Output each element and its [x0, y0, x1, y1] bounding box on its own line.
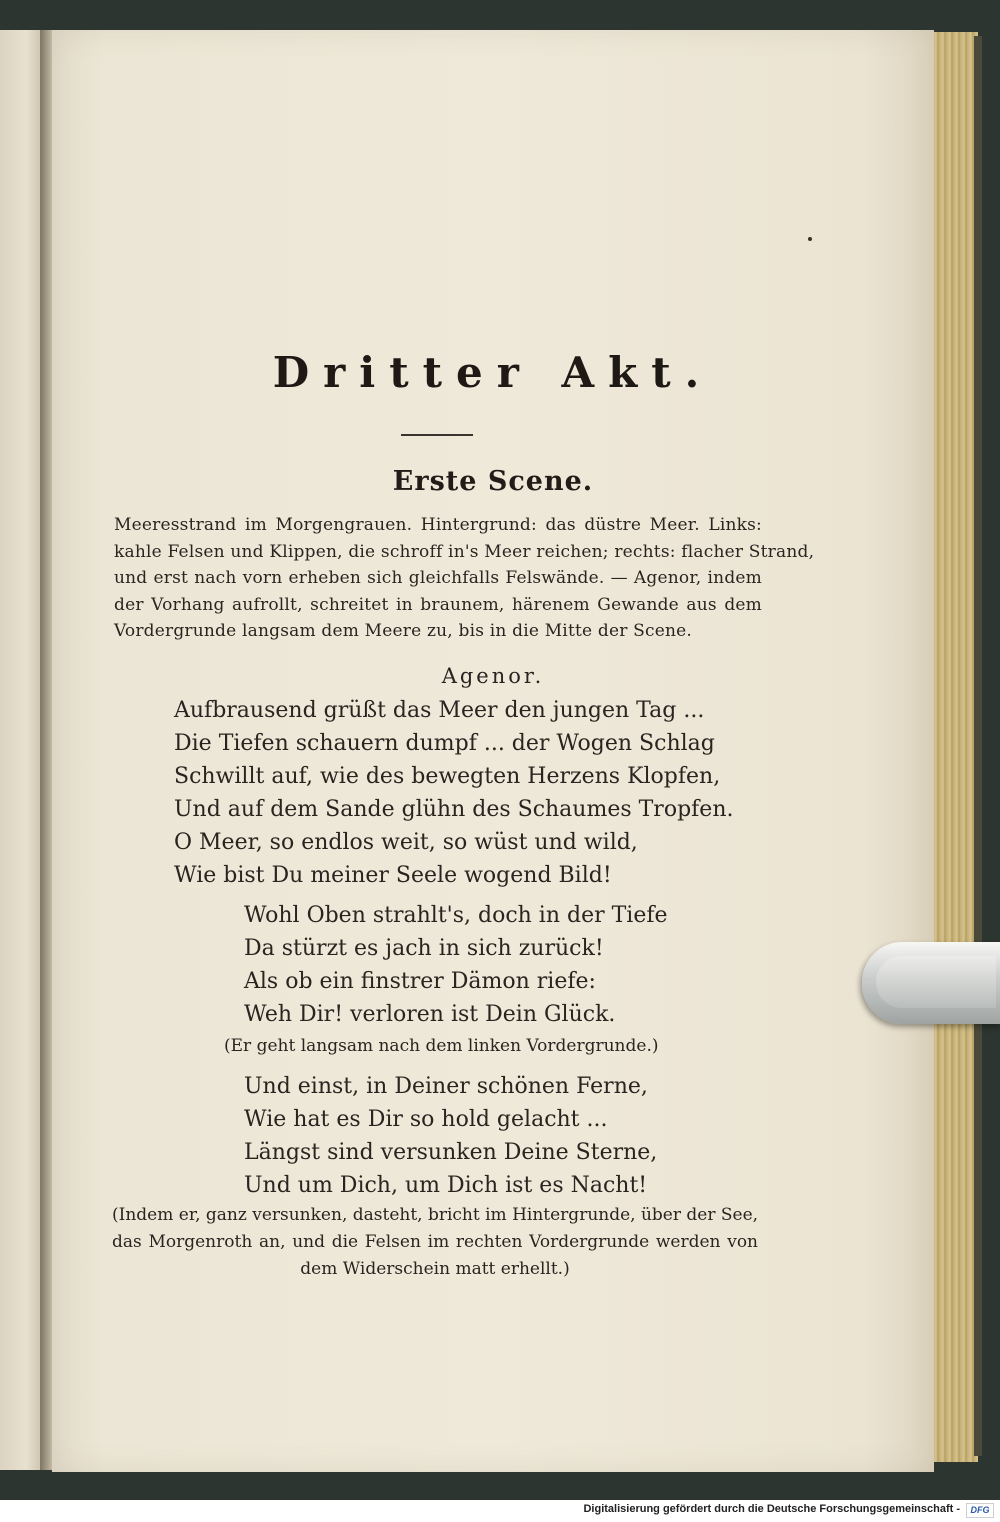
dfg-logo: DFG: [966, 1503, 994, 1518]
verse-line: Längst sind versunken Deine Sterne,: [244, 1140, 658, 1165]
verse-stanza-3: [244, 1070, 657, 1202]
page-stack-shadow: [974, 36, 982, 1456]
funding-credit: Digitalisierung gefördert durch die Deutsche Forschungsgemeinschaft -: [583, 1503, 960, 1515]
closing-direction-line: das Morgenroth an, und die Felsen im rechten Vordergrunde werden von: [112, 1232, 758, 1252]
closing-direction-line: dem Widerschein matt erhellt.): [300, 1259, 570, 1279]
closing-direction-line: (Indem er, ganz versunken, dasteht, bricht im Hintergrunde, über der See,: [112, 1205, 759, 1225]
book-page: [52, 30, 934, 1472]
mid-stage-direction: (Er geht langsam nach dem linken Vordergrunde.): [224, 1036, 659, 1056]
verse-stanza-1: [174, 694, 733, 892]
stage-direction-line: kahle Felsen und Klippen, die schroff in's Meer reichen; rechts: flacher Strand,: [114, 541, 815, 562]
verse-line: Und einst, in Deiner schönen Ferne,: [244, 1074, 648, 1099]
stage-direction-line: Vordergrunde langsam dem Meere zu, bis in die Mitte der Scene.: [114, 621, 692, 642]
ink-speck: [808, 237, 812, 241]
verse-line: Wie bist Du meiner Seele wogend Bild!: [174, 863, 612, 888]
speaker-name: Agenor.: [441, 664, 545, 688]
verse-line: O Meer, so endlos weit, so wüst und wild,: [174, 830, 638, 855]
verse-line: Da stürzt es jach in sich zurück!: [244, 936, 604, 961]
verse-line: Die Tiefen schauern dumpf ... der Wogen Schlag: [174, 731, 715, 756]
verse-line: Wohl Oben strahlt's, doch in der Tiefe: [244, 903, 668, 928]
stage-direction-line: der Vorhang aufrollt, schreitet in braunem, härenem Gewande aus dem: [114, 594, 762, 615]
verse-stanza-2: [244, 899, 668, 1031]
opening-stage-direction: [114, 512, 815, 645]
verse-line: Schwillt auf, wie des bewegten Herzens Klopfen,: [174, 764, 721, 789]
footer-bar: [0, 1500, 1000, 1522]
closing-stage-direction: [112, 1202, 758, 1283]
page-clip: [862, 942, 1000, 1024]
page-clip-highlight: [876, 956, 996, 1008]
page-content: [52, 30, 934, 1472]
title-rule: [401, 434, 473, 436]
stage-direction-line: und erst nach vorn erheben sich gleichfalls Felswände. — Agenor, indem: [114, 568, 762, 589]
verse-line: Als ob ein finstrer Dämon riefe:: [244, 969, 596, 994]
verse-line: Und auf dem Sande glühn des Schaumes Tropfen.: [174, 797, 734, 822]
verse-line: Aufbrausend grüßt das Meer den jungen Tag ...: [174, 698, 705, 723]
scene-title: Erste Scene.: [392, 466, 594, 497]
verse-line: Wie hat es Dir so hold gelacht ...: [244, 1107, 608, 1132]
verse-line: Und um Dich, um Dich ist es Nacht!: [244, 1173, 648, 1198]
act-title: Dritter Akt.: [272, 348, 714, 397]
verse-line: Weh Dir! verloren ist Dein Glück.: [244, 1002, 616, 1027]
stage-direction-line: Meeresstrand im Morgengrauen. Hintergrund: das düstre Meer. Links:: [114, 515, 762, 535]
